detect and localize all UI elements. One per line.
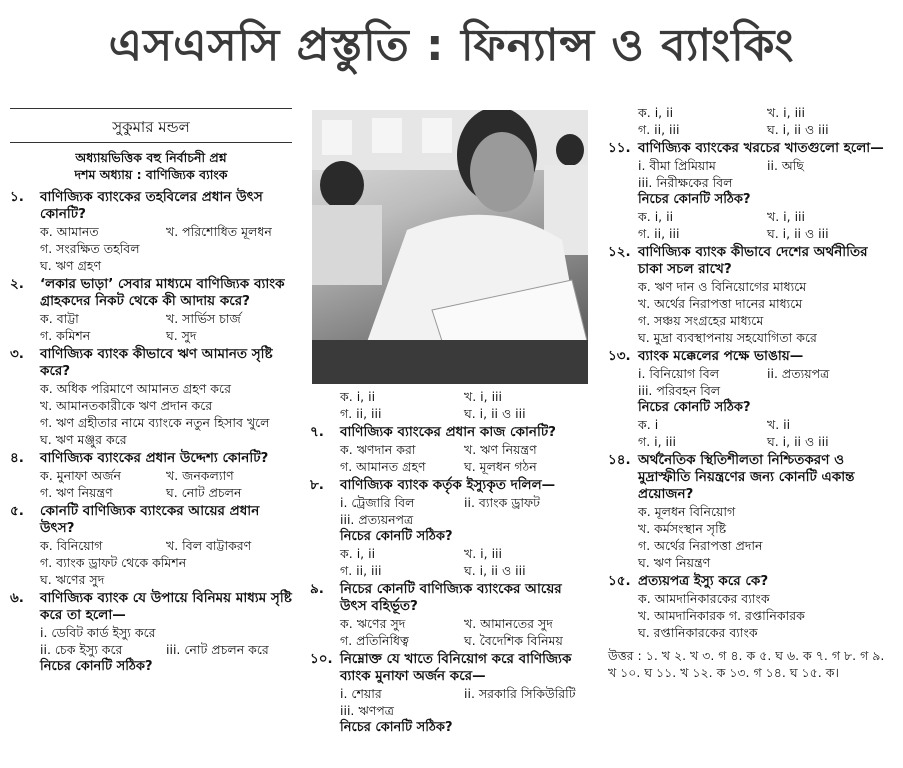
statement: iii. ঋণপত্র bbox=[340, 703, 394, 718]
question-8 bbox=[310, 477, 588, 579]
question-text: ব্যাংক মক্কেলের পক্ষে ভাঙায়— bbox=[638, 348, 804, 364]
question-number: ১২. bbox=[608, 244, 631, 260]
question-text: নিম্নোক্ত যে খাতে বিনিয়োগ করে বাণিজ্যিক ব্যাংক মুনাফা অর্জন করে— bbox=[340, 651, 572, 684]
option: খ. i, iii bbox=[464, 389, 502, 404]
option: ঘ. i, ii ও iii bbox=[464, 406, 526, 421]
option: ঘ. i, ii ও iii bbox=[767, 226, 829, 241]
question-number: ৭. bbox=[310, 424, 324, 440]
statement: i. শেয়ার bbox=[340, 686, 382, 701]
option: ঘ. ঋণ মঞ্জুর করে bbox=[40, 431, 127, 447]
option: ক. মুনাফা অর্জন bbox=[40, 467, 121, 483]
option: ক. অধিক পরিমাণে আমানত গ্রহণ করে bbox=[40, 380, 231, 396]
headline: এসএসসি প্রস্তুতি : ফিন্যান্স ও ব্যাংকিং bbox=[108, 20, 795, 71]
option: ঘ. ঋণের সুদ bbox=[40, 571, 105, 587]
option: ক. আমদানিকারকের ব্যাংক bbox=[638, 591, 770, 606]
option: ঘ. ঋণ গ্রহণ bbox=[40, 257, 102, 273]
question-number: ৯. bbox=[310, 581, 324, 597]
option: খ. বিল বাট্টাকরণ bbox=[166, 537, 252, 553]
option: ঘ. রপ্তানিকারকের ব্যাংক bbox=[638, 625, 758, 640]
question-number: ১০. bbox=[310, 651, 333, 667]
question-9 bbox=[310, 581, 588, 649]
option: ঘ. i, ii ও iii bbox=[767, 122, 829, 137]
question-prompt: নিচের কোনটি সঠিক? bbox=[638, 400, 751, 415]
option: ক. বিনিয়োগ bbox=[40, 537, 103, 553]
question-number: ৬. bbox=[10, 589, 24, 606]
question-number: ১৪. bbox=[608, 452, 631, 468]
question-number: ১১. bbox=[608, 140, 631, 156]
statement: iii. পরিবহন বিল bbox=[638, 383, 721, 398]
question-text: বাণিজ্যিক ব্যাংক কীভাবে ঋণ আমানত সৃষ্টি করে? bbox=[40, 345, 273, 379]
option: গ. সংরক্ষিত তহবিল bbox=[40, 240, 140, 256]
photo-illustration bbox=[312, 110, 588, 384]
question-text: বাণিজ্যিক ব্যাংকের খরচের খাতগুলো হলো— bbox=[638, 140, 884, 156]
question-text: কোনটি বাণিজ্যিক ব্যাংকের আয়ের প্রধান উৎস? bbox=[40, 502, 260, 536]
question-number: ২. bbox=[10, 275, 24, 292]
option: খ. i, iii bbox=[464, 546, 502, 561]
option: খ. আমানতের সুদ bbox=[464, 616, 553, 631]
question-text: ‘লকার ভাড়া’ সেবার মাধ্যমে বাণিজ্যিক ব্যাংক গ্রাহকদের নিকট থেকে কী আদায় করে? bbox=[40, 275, 285, 309]
student-exam-photo bbox=[312, 110, 588, 384]
section-line-2: দশম অধ্যায় : বাণিজ্যিক ব্যাংক bbox=[74, 166, 228, 182]
option: ক. i, ii bbox=[638, 209, 674, 224]
option: গ. ii, iii bbox=[638, 122, 680, 137]
option: গ. আমানত গ্রহণ bbox=[340, 459, 426, 474]
option: গ. ব্যাংক ড্রাফট থেকে কমিশন bbox=[40, 554, 187, 570]
statement: i. বিনিয়োগ বিল bbox=[638, 366, 720, 381]
statement: i. ট্রেজারি বিল bbox=[340, 495, 415, 510]
question-10 bbox=[310, 651, 588, 736]
option: গ. ঋণ নিয়ন্ত্রণ bbox=[40, 484, 113, 500]
question-text: বাণিজ্যিক ব্যাংকের প্রধান কাজ কোনটি? bbox=[340, 424, 556, 440]
option: গ. সঞ্চয় সংগ্রহের মাধ্যমে bbox=[638, 313, 764, 328]
option: ক. i, ii bbox=[340, 546, 376, 561]
divider bbox=[10, 108, 292, 109]
statement: ii. ব্যাংক ড্রাফট bbox=[464, 495, 540, 510]
statement: ii. প্রত্যয়পত্র bbox=[767, 366, 830, 381]
question-10-options bbox=[608, 104, 896, 138]
option: ক. আমানত bbox=[40, 223, 99, 239]
option: গ. i, iii bbox=[638, 434, 676, 449]
question-12 bbox=[608, 244, 896, 346]
question-number: ৫. bbox=[10, 502, 24, 519]
option: গ. কমিশন bbox=[40, 327, 91, 343]
question-number: ৪. bbox=[10, 449, 24, 466]
option: ঘ. i, ii ও iii bbox=[464, 563, 526, 578]
question-text: বাণিজ্যিক ব্যাংক যে উপায়ে বিনিময় মাধ্যম সৃষ্টি করে তা হলো— bbox=[40, 589, 292, 623]
option: গ. ii, iii bbox=[638, 226, 680, 241]
option: গ. ii, iii bbox=[340, 406, 382, 421]
option: খ. আমদানিকারক গ. রপ্তানিকারক bbox=[638, 608, 805, 623]
question-prompt: নিচের কোনটি সঠিক? bbox=[638, 192, 751, 207]
question-text: অর্থনৈতিক স্থিতিশীলতা নিশ্চিতকরণ ও মুদ্রাস্ফীতি নিয়ন্ত্রণের জন্য কোনটি একান্ত প্রয়োজন? bbox=[638, 452, 855, 502]
option: ঘ. সুদ bbox=[166, 327, 197, 343]
option: ঘ. i, ii ও iii bbox=[767, 434, 829, 449]
option: ঘ. বৈদেশিক বিনিময় bbox=[464, 633, 563, 648]
statement: i. বীমা প্রিমিয়াম bbox=[638, 158, 716, 173]
question-number: ৮. bbox=[310, 477, 324, 493]
question-5 bbox=[10, 503, 292, 588]
option: ক. i bbox=[638, 417, 659, 432]
question-prompt: নিচের কোনটি সঠিক? bbox=[340, 529, 453, 544]
question-number: ১. bbox=[10, 188, 24, 205]
option: ঘ. মূলধন গঠন bbox=[464, 459, 537, 474]
statement: iii. নিরীক্ষকের বিল bbox=[638, 175, 733, 190]
statement: ii. সরকারি সিকিউরিটি bbox=[464, 686, 576, 701]
option: ক. মূলধন বিনিয়োগ bbox=[638, 504, 736, 519]
option: গ. ii, iii bbox=[340, 563, 382, 578]
option: ক. ঋণ দান ও বিনিয়োগের মাধ্যমে bbox=[638, 279, 807, 294]
question-text: বাণিজ্যিক ব্যাংক কর্তৃক ইস্যুকৃত দলিল— bbox=[340, 477, 556, 493]
question-number: ১৩. bbox=[608, 348, 631, 364]
option: খ. i, iii bbox=[767, 209, 805, 224]
section-heading bbox=[10, 149, 292, 183]
column-3 bbox=[608, 104, 896, 681]
question-6 bbox=[10, 590, 292, 675]
question-2 bbox=[10, 276, 292, 344]
option: খ. ii bbox=[767, 417, 791, 432]
option: খ. জনকল্যাণ bbox=[166, 467, 234, 483]
option: ঘ. ঋণ নিয়ন্ত্রণ bbox=[638, 555, 711, 570]
question-13 bbox=[608, 348, 896, 450]
question-14 bbox=[608, 452, 896, 571]
question-number: ৩. bbox=[10, 345, 24, 362]
statement: i. ডেবিট কার্ড ইস্যু করে bbox=[40, 624, 156, 640]
question-15 bbox=[608, 573, 896, 641]
option: ক. বাট্টা bbox=[40, 310, 79, 326]
question-4 bbox=[10, 450, 292, 501]
option: খ. সার্ভিস চার্জ bbox=[166, 310, 241, 326]
statement: iii. প্রত্যয়নপত্র bbox=[340, 512, 414, 527]
section-line-1: অধ্যায়ভিত্তিক বহু নির্বাচনী প্রশ্ন bbox=[75, 149, 227, 165]
option: ক. ঋণদান করা bbox=[340, 442, 416, 457]
question-7 bbox=[310, 424, 588, 475]
column-2 bbox=[310, 388, 588, 738]
answer-key: উত্তর : ১. খ ২. খ ৩. গ ৪. ক ৫. ঘ ৬. ক ৭. গ ৮. গ ৯. খ ১০. ঘ ১১. খ ১২. ক ১৩. গ ১৪. ঘ ১৫. ক। bbox=[608, 648, 885, 680]
statement: ii. চেক ইস্যু করে bbox=[40, 641, 123, 657]
option: খ. কর্মসংস্থান সৃষ্টি bbox=[638, 521, 727, 536]
statement: iii. নোট প্রচলন করে bbox=[166, 641, 269, 657]
question-text: প্রত্যয়পত্র ইস্যু করে কে? bbox=[638, 573, 769, 589]
question-1 bbox=[10, 189, 292, 274]
question-text: বাণিজ্যিক ব্যাংক কীভাবে দেশের অর্থনীতির চাকা সচল রাখে? bbox=[638, 244, 868, 277]
option: গ. প্রতিনিধিত্ব bbox=[340, 633, 409, 648]
statement: ii. অছি bbox=[767, 158, 804, 173]
question-number: ১৫. bbox=[608, 573, 631, 589]
option: ঘ. মুদ্রা ব্যবস্থাপনায় সহযোগিতা করে bbox=[638, 330, 817, 345]
option: ক. ঋণের সুদ bbox=[340, 616, 406, 631]
option: গ. অর্থের নিরাপত্তা প্রদান bbox=[638, 538, 763, 553]
option: খ. আমানতকারীকে ঋণ প্রদান করে bbox=[40, 397, 213, 413]
option: খ. পরিশোধিত মূলধন bbox=[166, 223, 272, 239]
option: গ. ঋণ গ্রহীতার নামে ব্যাংকে নতুন হিসাব খুলে bbox=[40, 414, 270, 430]
question-6-options bbox=[310, 388, 588, 422]
question-prompt: নিচের কোনটি সঠিক? bbox=[340, 720, 453, 735]
option: ঘ. নোট প্রচলন bbox=[166, 484, 242, 500]
divider bbox=[10, 142, 292, 143]
question-prompt: নিচের কোনটি সঠিক? bbox=[40, 658, 153, 674]
column-1 bbox=[10, 108, 292, 677]
option: খ. অর্থের নিরাপত্তা দানের মাধ্যমে bbox=[638, 296, 803, 311]
option: ক. i, ii bbox=[638, 105, 674, 120]
question-3 bbox=[10, 346, 292, 448]
question-text: বাণিজ্যিক ব্যাংকের প্রধান উদ্দেশ্য কোনটি? bbox=[40, 449, 269, 466]
option: খ. ঋণ নিয়ন্ত্রণ bbox=[464, 442, 537, 457]
question-text: বাণিজ্যিক ব্যাংকের তহবিলের প্রধান উৎস কোনটি? bbox=[40, 188, 263, 222]
option: ক. i, ii bbox=[340, 389, 376, 404]
question-11 bbox=[608, 140, 896, 242]
question-text: নিচের কোনটি বাণিজ্যিক ব্যাংকের আয়ের উৎস বহির্ভূত? bbox=[340, 581, 562, 614]
author-byline: সুকুমার মন্ডল bbox=[112, 118, 190, 136]
option: খ. i, iii bbox=[767, 105, 805, 120]
